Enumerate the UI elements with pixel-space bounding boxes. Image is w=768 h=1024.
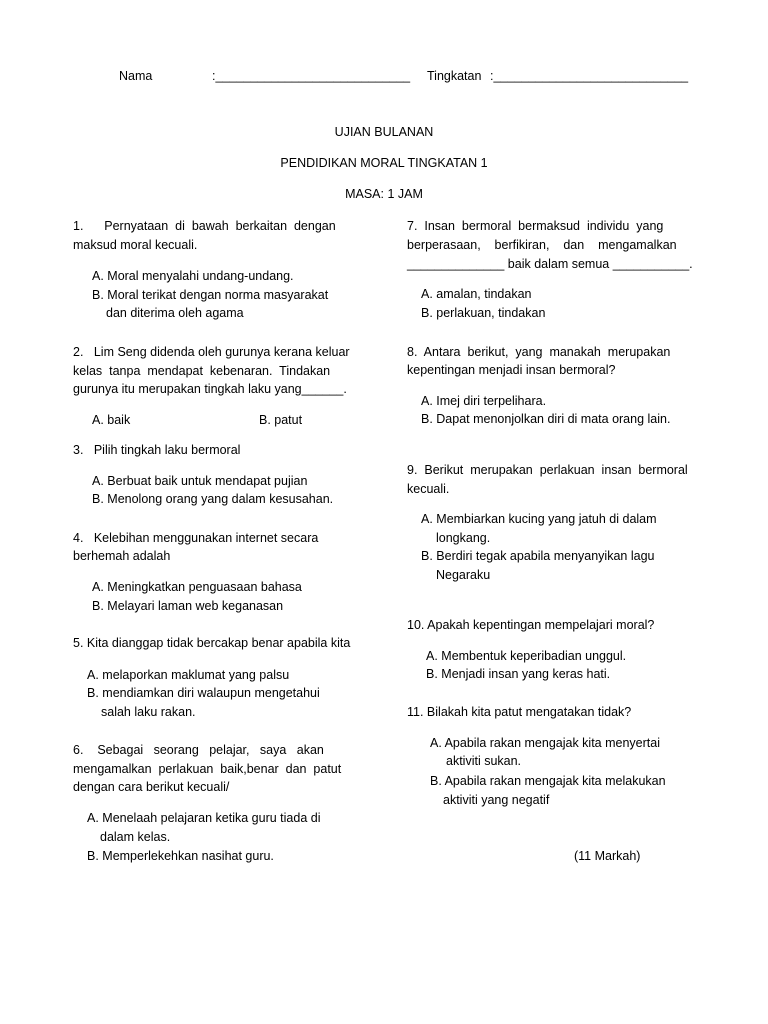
form-field[interactable]: :____________________________: [490, 69, 689, 83]
q8-option-b: B. Dapat menonjolkan diri di mata orang lain.: [421, 412, 671, 426]
q4-text-line2: berhemah adalah: [73, 549, 171, 563]
q6-option-a: A. Menelaah pelajaran ketika guru tiada di: [87, 811, 321, 825]
q9-option-b-cont: Negaraku: [436, 568, 491, 582]
q6-option-b: B. Memperlekehkan nasihat guru.: [87, 849, 274, 863]
q8-text-line2: kepentingan menjadi insan bermoral?: [407, 363, 616, 377]
q3-text-line1: 3. Pilih tingkah laku bermoral: [73, 443, 241, 457]
q7-text-line1: 7. Insan bermoral bermaksud individu yang: [407, 219, 664, 233]
q6-text-line3: dengan cara berikut kecuali/: [73, 780, 230, 794]
q10-option-b: B. Menjadi insan yang keras hati.: [426, 667, 611, 681]
q2-option-a: A. baik: [92, 413, 131, 427]
q7-text-line3: ______________ baik dalam semua ___________.: [407, 257, 693, 271]
name-label: Nama: [119, 69, 153, 83]
q4-text-line1: 4. Kelebihan menggunakan internet secara: [73, 531, 319, 545]
q11-option-b: B. Apabila rakan mengajak kita melakukan: [430, 774, 666, 788]
q1-text-line2: maksud moral kecuali.: [73, 238, 198, 252]
q7-text-line2: berperasaan, berfikiran, dan mengamalkan: [407, 238, 677, 252]
q6-text-line1: 6. Sebagai seorang pelajar, saya akan: [73, 743, 324, 757]
q9-text-line1: 9. Berikut merupakan perlakuan insan bermoral: [407, 463, 688, 477]
total-marks: (11 Markah): [574, 849, 641, 863]
q8-option-a: A. Imej diri terpelihara.: [421, 394, 547, 408]
q3-option-b: B. Menolong orang yang dalam kesusahan.: [92, 492, 334, 506]
q2-text-line2: kelas tanpa mendapat kebenaran. Tindakan: [73, 364, 331, 378]
q11-option-a-cont: aktiviti sukan.: [446, 754, 522, 768]
duration: MASA: 1 JAM: [345, 187, 423, 201]
q5-option-a: A. melaporkan maklumat yang palsu: [87, 668, 290, 682]
q9-text-line2: kecuali.: [407, 482, 450, 496]
q1-option-b: B. Moral terikat dengan norma masyarakat: [92, 288, 329, 302]
exam-title: UJIAN BULANAN: [334, 125, 434, 139]
q8-text-line1: 8. Antara berikut, yang manakah merupakan: [407, 345, 671, 359]
q2-text-line3: gurunya itu merupakan tingkah laku yang______.: [73, 382, 347, 396]
q6-option-a-cont: dalam kelas.: [100, 830, 171, 844]
q2-option-b: B. patut: [259, 413, 303, 427]
q5-text-line1: 5. Kita dianggap tidak bercakap benar apabila kita: [73, 636, 351, 650]
q9-option-b: B. Berdiri tegak apabila menyanyikan lagu: [421, 549, 655, 563]
q4-option-b: B. Melayari laman web keganasan: [92, 599, 284, 613]
q7-option-a: A. amalan, tindakan: [421, 287, 532, 301]
q11-text-line1: 11. Bilakah kita patut mengatakan tidak?: [407, 705, 632, 719]
q2-text-line1: 2. Lim Seng didenda oleh gurunya kerana keluar: [73, 345, 350, 359]
q11-option-b-cont: aktiviti yang negatif: [443, 793, 550, 807]
name-field[interactable]: :____________________________: [212, 69, 411, 83]
q3-option-a: A. Berbuat baik untuk mendapat pujian: [92, 474, 308, 488]
q7-option-b: B. perlakuan, tindakan: [421, 306, 546, 320]
q10-text-line1: 10. Apakah kepentingan mempelajari moral?: [407, 618, 655, 632]
q6-text-line2: mengamalkan perlakuan baik,benar dan patut: [73, 762, 342, 776]
q9-option-a-cont: longkang.: [436, 531, 491, 545]
q1-option-a: A. Moral menyalahi undang-undang.: [92, 269, 294, 283]
form-label: Tingkatan: [427, 69, 482, 83]
q4-option-a: A. Meningkatkan penguasaan bahasa: [92, 580, 302, 594]
q11-option-a: A. Apabila rakan mengajak kita menyertai: [430, 736, 660, 750]
subject-title: PENDIDIKAN MORAL TINGKATAN 1: [280, 156, 488, 170]
q1-text-line1: 1. Pernyataan di bawah berkaitan dengan: [73, 219, 336, 233]
q1-option-b-cont: dan diterima oleh agama: [106, 306, 244, 320]
q5-option-b-cont: salah laku rakan.: [101, 705, 196, 719]
q5-option-b: B. mendiamkan diri walaupun mengetahui: [87, 686, 320, 700]
q9-option-a: A. Membiarkan kucing yang jatuh di dalam: [421, 512, 657, 526]
q10-option-a: A. Membentuk keperibadian unggul.: [426, 649, 627, 663]
